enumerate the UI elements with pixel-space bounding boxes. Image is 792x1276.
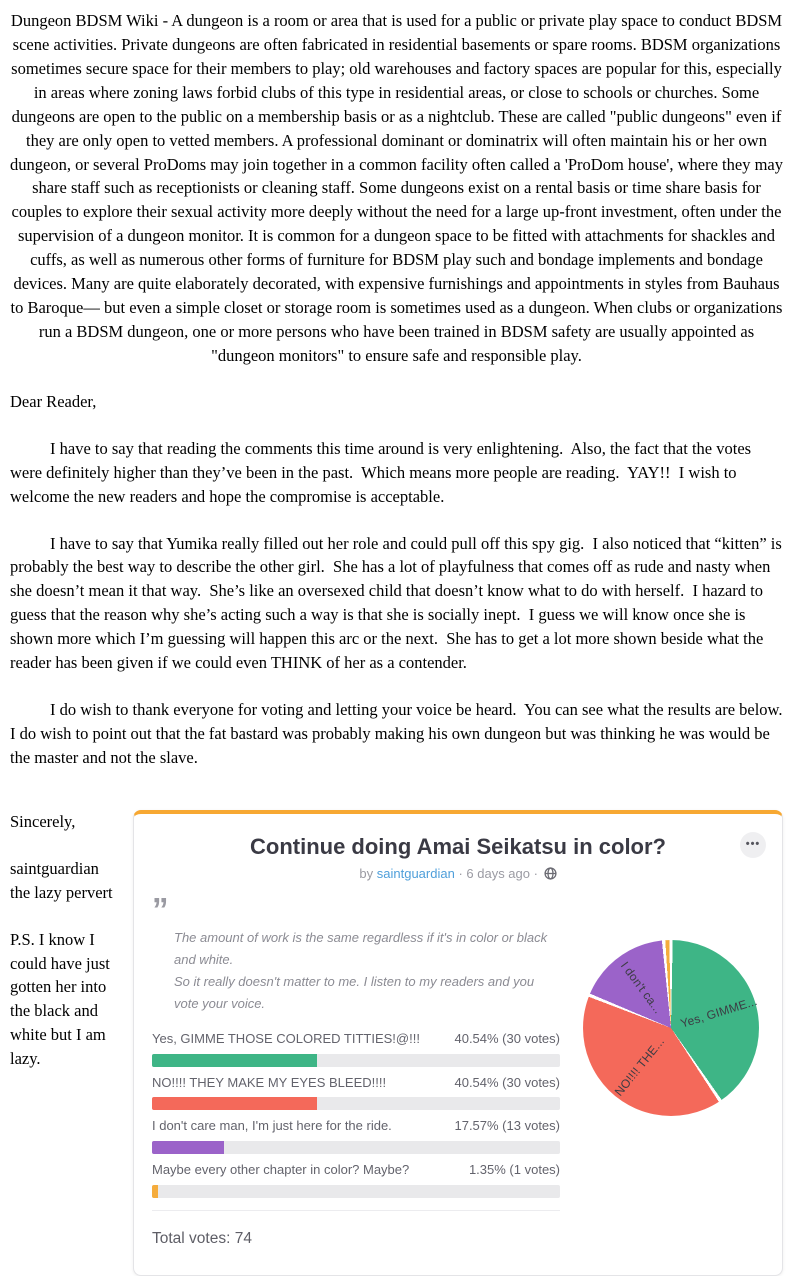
wiki-excerpt: Dungeon BDSM Wiki - A dungeon is a room or area that is used for a public or private play space to conduct BDSM scene activities. Private dungeons are often fabricated in residential basements or spare rooms. BDSM organizations sometimes secure space for their members to play; old warehouses and factory spaces are popular for this, especially in areas where zoning laws forbid clubs of this type in residential areas, or close to schools or churches. Some dungeons are open to the public on a membership basis or as a nightclub. These are called "public dungeons" even if they are only open to vetted members. A professional dominant or dominatrix will often maintain his or her own dungeon, or several ProDoms may join together in a common facility often called a 'ProDom house', where they may share staff such as receptionists or cleaning staff. Some dungeons exist on a rental basis or time share basis for couples to explore their sexual activity more deeply without the need for a large up-front investment, often under the supervision of a dungeon monitor. It is common for a dungeon space to be fitted with attachments for shackles and cuffs, as well as numerous other forms of furniture for BDSM play such and bondage implements and bondage devices. Many are quite elaborately decorated, with expensive furnishings and appointments in styles from Bauhaus to Baroque— but even a simple closet or storage room is sometimes used as a dungeon. When clubs or organizations run a BDSM dungeon, one or more persons who have been trained in BDSM safety are usually appointed as "dungeon monitors" to ensure safe and responsible play. bbox=[10, 11, 788, 365]
poll-description-quote: The amount of work is the same regardless if it's in color or black and white. So it really doesn't matter to me. I listen to my readers and you vote your voice. bbox=[174, 930, 548, 1011]
poll-pie-chart bbox=[583, 940, 759, 1116]
poll-option-result: 40.54% (30 votes) bbox=[454, 1030, 560, 1046]
letter-paragraph-3: I do wish to thank everyone for voting and letting your voice be heard. You can see what the results are below. I do wish to point out that the fat bastard was probably making his own dungeon but was thinking he was would be the master and not the slave. bbox=[10, 700, 791, 767]
poll-option-result: 17.57% (13 votes) bbox=[454, 1118, 560, 1134]
poll-option-row bbox=[152, 1117, 560, 1154]
poll-body bbox=[152, 884, 764, 1251]
signature-column bbox=[10, 810, 133, 1094]
salutation: Dear Reader, bbox=[10, 391, 97, 411]
closing-section bbox=[10, 810, 783, 1276]
poll-chart-column bbox=[560, 884, 764, 1251]
poll-option-bar-fill bbox=[152, 1141, 224, 1154]
total-votes: Total votes: 74 bbox=[152, 1230, 252, 1248]
divider bbox=[152, 1210, 560, 1211]
poll-option-bar-track bbox=[152, 1141, 560, 1154]
poll-options-list bbox=[152, 1030, 560, 1198]
poll-option-bar-fill bbox=[152, 1097, 317, 1110]
closing: Sincerely, bbox=[10, 811, 76, 831]
byline-prefix: by bbox=[359, 866, 374, 882]
globe-icon bbox=[544, 867, 557, 880]
poll-card bbox=[133, 810, 783, 1276]
byline-date: · 6 days ago · bbox=[458, 866, 538, 882]
poll-option-result: 1.35% (1 votes) bbox=[468, 1162, 560, 1178]
poll-title: Continue doing Amai Seikatsu in color? bbox=[250, 833, 666, 859]
poll-option-label: I don't care man, I'm just here for the ride. bbox=[152, 1118, 392, 1134]
pie-slice-label: NO!!!! THE... bbox=[611, 1034, 667, 1099]
poll-option-row bbox=[152, 1074, 560, 1111]
quote-icon: ” bbox=[152, 891, 169, 929]
poll-option-bar-fill bbox=[152, 1054, 317, 1067]
letter-paragraph-1: I have to say that reading the comments this time around is very enlightening. Also, the fact that the votes were definitely higher than they’ve been in the past. Which means more people are reading. YAY!! I wish to welcome the new readers and hope the compromise is acceptable. bbox=[10, 438, 756, 506]
poll-option-row bbox=[152, 1030, 560, 1067]
poll-author-link[interactable]: saintguardian bbox=[376, 866, 455, 882]
more-options-button[interactable]: ••• bbox=[740, 832, 766, 858]
poll-option-bar-track bbox=[152, 1054, 560, 1067]
poll-option-row bbox=[152, 1161, 560, 1198]
letter-paragraph-2: I have to say that Yumika really filled out her role and could pull off this spy gig. I also noticed that “kitten” is probably the best way to describe the other girl. She has a lot of playfulness that comes off as rude and nasty when she doesn’t mean it that way. She’s like an oversexed child that doesn’t know what to do with herself. I hazard to guess that the reason why she’s acting such a way is that she is socially inept. I guess we will know once she is shown more which I’m guessing will happen this arc or the next. She has to get a lot more shown beside what the reader has been given if we could even THINK of her as a contender. bbox=[10, 533, 786, 673]
signature: saintguardian the lazy pervert bbox=[10, 858, 113, 902]
poll-option-bar-track bbox=[152, 1185, 560, 1198]
poll-option-label: NO!!!! THEY MAKE MY EYES BLEED!!!! bbox=[152, 1074, 387, 1090]
poll-byline bbox=[152, 865, 764, 884]
poll-option-label: Yes, GIMME THOSE COLORED TITTIES!@!!! bbox=[152, 1030, 420, 1046]
pie-slice-label: Yes, GIMME... bbox=[678, 994, 759, 1032]
poll-option-result: 40.54% (30 votes) bbox=[454, 1074, 560, 1090]
postscript: P.S. I know I could have just gotten her into the black and white but I am lazy. bbox=[10, 929, 115, 1069]
poll-results-column bbox=[152, 884, 560, 1251]
poll-option-label: Maybe every other chapter in color? Maybe? bbox=[152, 1162, 410, 1178]
pie-slice-label: I don't ca... bbox=[618, 958, 666, 1017]
poll-option-bar-fill bbox=[152, 1185, 158, 1198]
poll-option-bar-track bbox=[152, 1097, 560, 1110]
